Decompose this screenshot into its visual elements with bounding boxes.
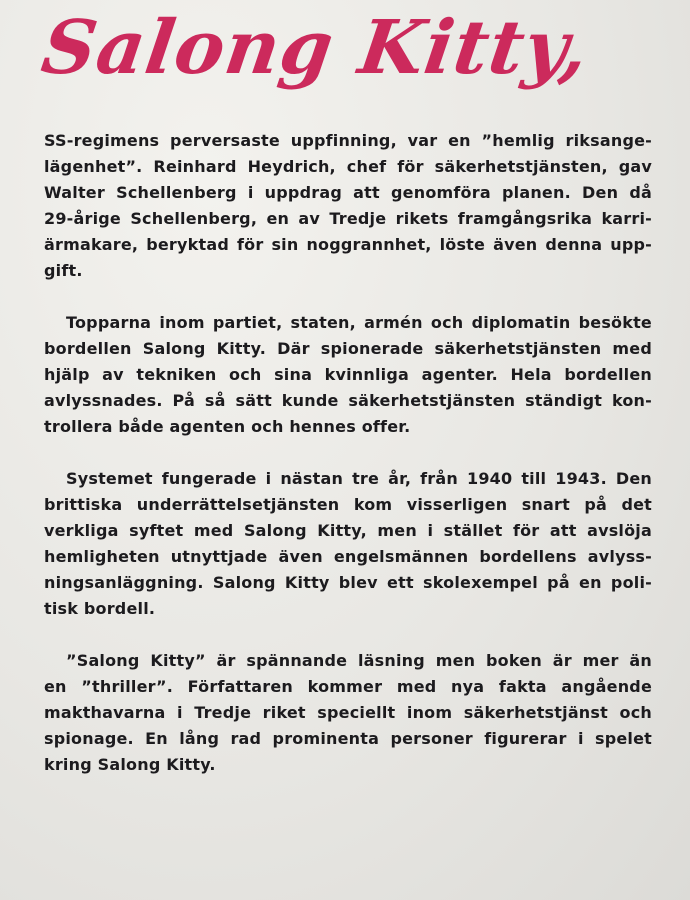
text-line: bordellen Salong Kitty. Där spionerade säkerhetstjänsten med: [44, 339, 652, 358]
text-line: spionage. En lång rad prominenta personer figurerar i spelet: [44, 729, 652, 748]
text-line: ningsanläggning. Salong Kitty blev ett skolexempel på en poli-: [44, 573, 652, 592]
paragraph-3: [44, 466, 652, 622]
text-line: Walter Schellenberg i uppdrag att genomföra planen. Den då: [44, 183, 652, 202]
text-line: ”Salong Kitty” är spännande läsning men boken är mer än: [66, 651, 652, 670]
text-line: tisk bordell.: [44, 599, 156, 618]
text-line: ärmakare, beryktad för sin noggrannhet, löste även denna upp-: [44, 235, 652, 254]
text-line: lägenhet”. Reinhard Heydrich, chef för säkerhetstjänsten, gav: [44, 157, 652, 176]
text-line: gift.: [44, 261, 83, 280]
text-line: Systemet fungerade i nästan tre år, från 1940 till 1943. Den: [66, 469, 652, 488]
cover-title: Salong Kitty,: [36, 5, 595, 91]
text-line: brittiska underrättelsetjänsten kom visserligen snart på det: [44, 495, 652, 514]
paragraph-4: [44, 648, 652, 778]
paragraph-2: [44, 310, 652, 440]
text-line: 29-årige Schellenberg, en av Tredje rikets framgångsrika karri-: [44, 209, 652, 228]
text-line: avlyssnades. På så sätt kunde säkerhetstjänsten ständigt kon-: [44, 391, 652, 410]
text-line: SS-regimens perversaste uppfinning, var en ”hemlig riksange-: [44, 131, 652, 150]
text-line: kring Salong Kitty.: [44, 755, 216, 774]
text-line: makthavarna i Tredje riket speciellt inom säkerhetstjänst och: [44, 703, 652, 722]
text-line: en ”thriller”. Författaren kommer med nya fakta angående: [44, 677, 652, 696]
text-line: hjälp av tekniken och sina kvinnliga agenter. Hela bordellen: [44, 365, 652, 384]
blurb-text: [44, 128, 652, 804]
text-line: Topparna inom partiet, staten, armén och diplomatin besökte: [66, 313, 652, 332]
paragraph-1: [44, 128, 652, 284]
text-line: verkliga syftet med Salong Kitty, men i stället för att avslöja: [44, 521, 652, 540]
text-line: hemligheten utnyttjade även engelsmännen bordellens avlyss-: [44, 547, 652, 566]
text-line: trollera både agenten och hennes offer.: [44, 417, 411, 436]
